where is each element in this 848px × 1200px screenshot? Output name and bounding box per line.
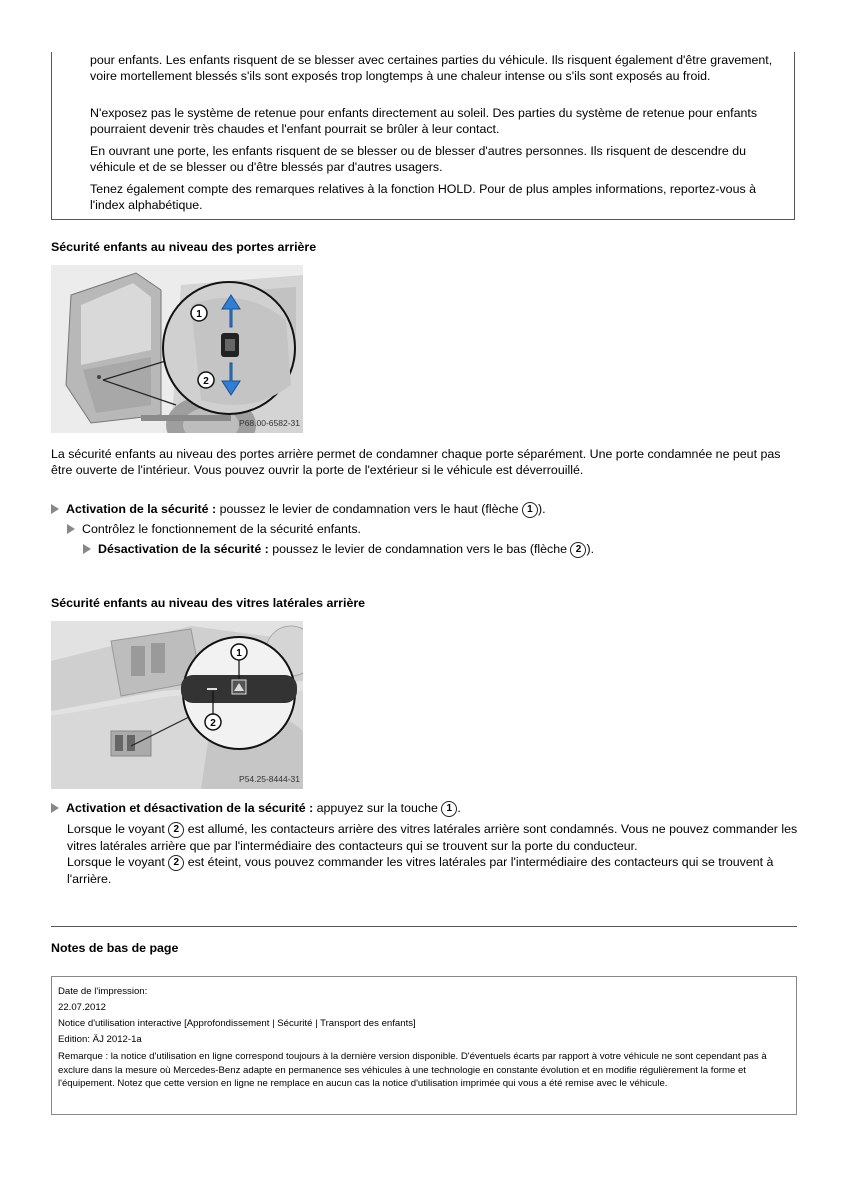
step-label: Activation de la sécurité :: [66, 502, 217, 516]
section-heading-doors: Sécurité enfants au niveau des portes arrière: [51, 240, 317, 254]
window-switch-illustration: [51, 621, 303, 789]
step-text-end: ).: [586, 542, 595, 556]
circled-number: 1: [522, 502, 538, 518]
bullet-arrow-icon: [51, 803, 59, 813]
callout-1-label: 1: [196, 309, 202, 320]
print-date-label: Date de l'impression:: [58, 986, 148, 997]
figure-door-child-lock: [51, 265, 303, 433]
bullet-arrow-icon: [83, 544, 91, 554]
step-text: poussez le levier de condamnation vers le bas (flèche: [268, 542, 571, 556]
print-date: 22.07.2012: [58, 1002, 107, 1013]
step-text-end: .: [457, 801, 461, 815]
warning-box: [51, 52, 795, 220]
instruction-step: [83, 541, 594, 558]
text-fragment: est éteint, vous pouvez commander les vitres latérales par l'intermédiaire des contacteurs qui se trouvent à l'arrière.: [67, 855, 774, 886]
door-illustration: [51, 265, 303, 433]
callout-1-label: 1: [236, 648, 242, 659]
instruction-step: [67, 521, 361, 537]
bullet-arrow-icon: [51, 504, 59, 514]
text-fragment: Lorsque le voyant: [67, 855, 169, 869]
warning-paragraph: En ouvrant une porte, les enfants risquent de se blesser ou de blesser d'autres personnes. Ils risquent de descendre du véhicule et de se blesser ou d'être blessés par d'autres usagers.: [90, 144, 747, 174]
callout-2-label: 2: [210, 718, 216, 729]
text-fragment: est allumé, les contacteurs arrière des vitres latérales arrière sont condamnés. Vous ne pouvez commander les vitres latérales arrière que par l'intermédiaire des contacteurs qui se trouvent sur la porte du conducteur.: [67, 822, 798, 853]
step-label: Désactivation de la sécurité :: [98, 542, 269, 556]
section-intro: La sécurité enfants au niveau des portes arrière permet de condamner chaque porte séparément. Une porte condamnée ne peut pas être ouverte de l'intérieur. Vous pouvez ouvrir la porte de l'extérieur si le véhicule est déverrouillé.: [51, 447, 781, 477]
document-title: Notice d'utilisation interactive [Approfondissement | Sécurité | Transport des enfants]: [58, 1018, 416, 1029]
circled-number: 2: [168, 822, 184, 838]
section-heading-windows: Sécurité enfants au niveau des vitres latérales arrière: [51, 596, 366, 610]
footnotes-heading: Notes de bas de page: [51, 941, 179, 955]
explanation-paragraph: [67, 854, 799, 887]
warning-paragraph: pour enfants. Les enfants risquent de se blesser avec certaines parties du véhicule. Ils risquent également d'être gravement, voire mortellement blessés s'ils sont exposés trop longtemps à une chaleur intense ou s'ils sont exposés au froid.: [90, 53, 773, 83]
text-fragment: Lorsque le voyant: [67, 822, 169, 836]
edition: Edition: ÄJ 2012-1a: [58, 1034, 142, 1045]
step-text: Contrôlez le fonctionnement de la sécurité enfants.: [82, 522, 361, 536]
step-text-end: ).: [537, 502, 546, 516]
step-text: appuyez sur la touche: [313, 801, 442, 815]
instruction-step: [51, 501, 546, 518]
footnote-box: [51, 976, 797, 1115]
figure-code: P68.00-6582-31: [239, 418, 300, 428]
circled-number: 2: [168, 855, 184, 871]
figure-window-child-lock: [51, 621, 303, 789]
divider: [51, 926, 797, 927]
remark: Remarque : la notice d'utilisation en ligne correspond toujours à la dernière version disponible. D'éventuels écarts par rapport à votre véhicule ne sont cependant pas à exclure dans la mesure où Mercedes-Benz adapte en permanence ses véhicules à une technologie en constante évolution et en modifie régulièrement la forme et l'équipement. Notez que cette version en ligne ne remplace en aucun cas la notice d'utilisation imprimée qui vous a été remise avec le véhicule.: [58, 1051, 767, 1089]
explanation-paragraph: [67, 821, 799, 854]
callout-2-label: 2: [203, 376, 209, 387]
instruction-step: [51, 800, 461, 817]
warning-paragraph: Tenez également compte des remarques relatives à la fonction HOLD. Pour de plus amples informations, reportez-vous à l'index alphabétique.: [90, 182, 756, 212]
circled-number: 2: [570, 542, 586, 558]
warning-paragraph: N'exposez pas le système de retenue pour enfants directement au soleil. Des parties du système de retenue pour enfants pourraient devenir très chaudes et l'enfant pourrait se brûler à leur contact.: [90, 106, 758, 136]
bullet-arrow-icon: [67, 524, 75, 534]
figure-code: P54.25-8444-31: [239, 774, 300, 784]
step-text: poussez le levier de condamnation vers le haut (flèche: [216, 502, 522, 516]
circled-number: 1: [441, 801, 457, 817]
step-label: Activation et désactivation de la sécurité :: [66, 801, 314, 815]
